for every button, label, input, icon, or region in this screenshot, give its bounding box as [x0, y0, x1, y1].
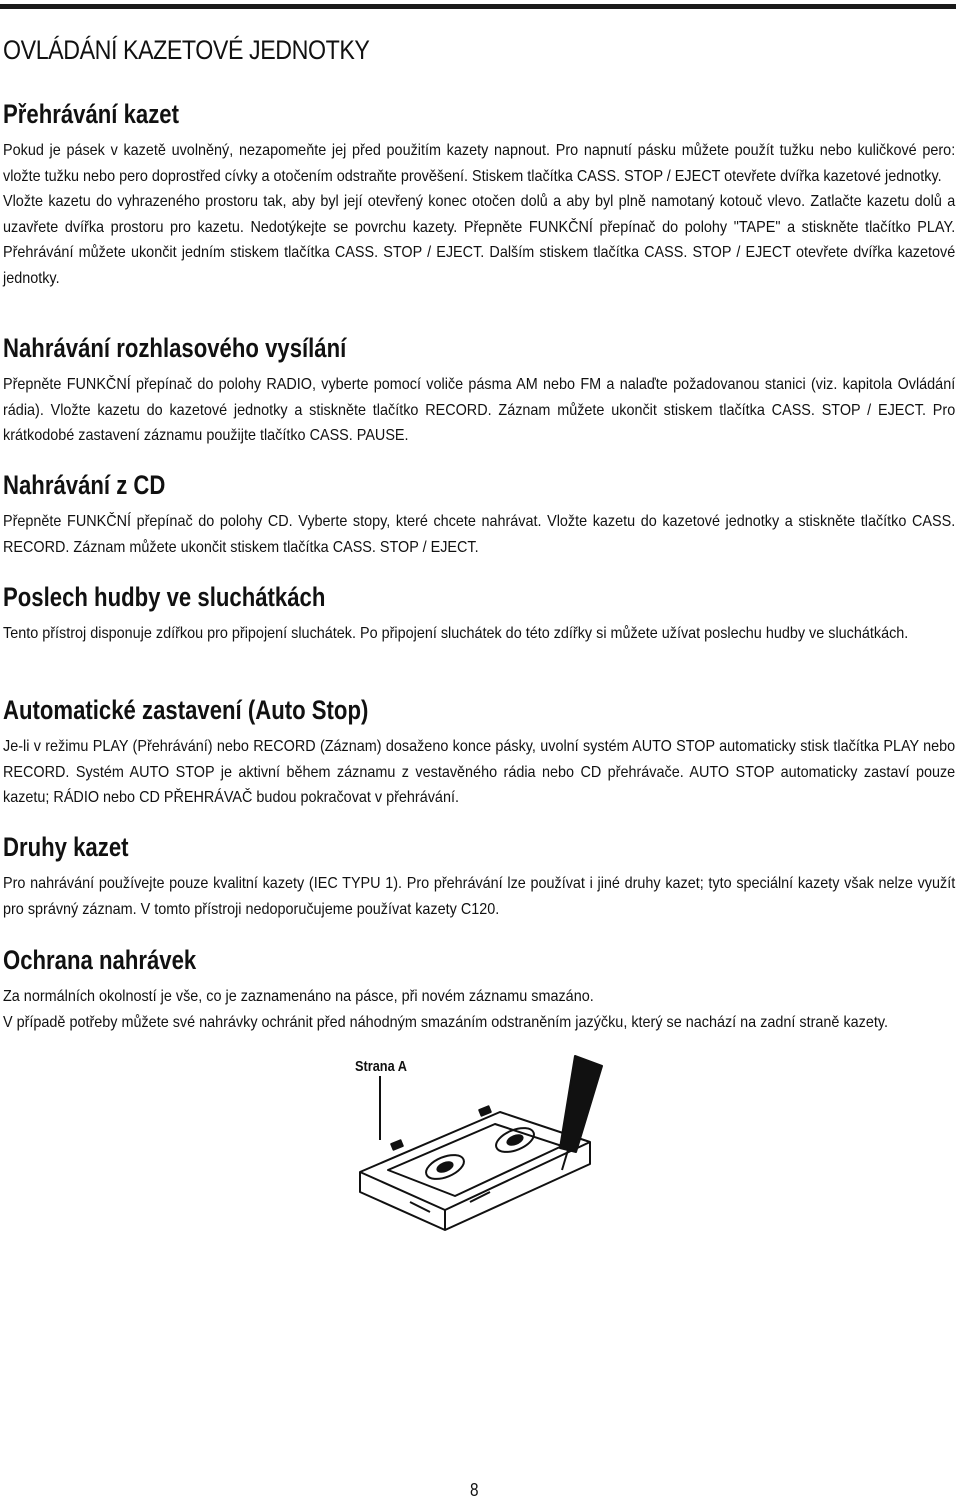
cassette-tab-removal-icon — [350, 1052, 610, 1242]
section-heading: Nahrávání rozhlasového vysílání — [3, 333, 347, 363]
illustration-label: Strana A — [355, 1058, 407, 1075]
section-paragraph: Přepněte FUNKČNÍ přepínač do polohy RADIO, vyberte pomocí voliče pásma AM nebo FM a nalaďte požadovanou stanici (viz. kapitola Ovládání rádia). Vložte kazetu do kazetové jednotky a stiskněte tlačítko RECORD. Záznam můžete ukončit stiskem tlačítka CASS. STOP / EJECT. Pro krátkodobé zastavení záznamu použijte tlačítko CASS. PAUSE. — [3, 376, 956, 444]
section-paragraph: Je-li v režimu PLAY (Přehrávání) nebo RECORD (Záznam) dosaženo konce pásky, uvolní systém AUTO STOP automaticky stisk tlačítka PLAY nebo RECORD. Systém AUTO STOP je aktivní během záznamu z vestavěného rádia nebo CD přehrávače. AUTO STOP automaticky zastaví pouze kazetu; RÁDIO nebo CD PŘEHRÁVAČ budou pokračovat v přehrávání. — [3, 738, 956, 806]
section-headphones — [3, 579, 956, 647]
section-heading: Ochrana nahrávek — [3, 945, 197, 975]
page-number: 8 — [470, 1480, 479, 1500]
section-paragraph: Pro nahrávání používejte pouze kvalitní kazety (IEC TYPU 1). Pro přehrávání lze používat i jiné druhy kazet; tyto speciální kazety však nelze využít pro správný záznam. V tomto přístroji nedoporučujeme používat kazety C120. — [3, 875, 956, 918]
document-page — [3, 28, 956, 92]
section-heading: Nahrávání z CD — [3, 470, 166, 500]
section-paragraph: Tento přístroj disponuje zdířkou pro připojení sluchátek. Po připojení sluchátek do této zdířky si můžete užívat poslechu hudby ve sluchátkách. — [3, 625, 909, 642]
page-title: OVLÁDÁNÍ KAZETOVÉ JEDNOTKY — [3, 35, 370, 65]
section-cd-recording — [3, 467, 956, 560]
section-paragraph: Za normálních okolností je vše, co je zaznamenáno na pásce, při novém záznamu smazáno. — [3, 988, 594, 1005]
section-paragraph: Vložte kazetu do vyhrazeného prostoru tak, aby byl její otevřený konec otočen dolů a aby byl plně namotaný kotouč vlevo. Zatlačte kazetu dolů a uzavřete dvířka prostoru pro kazetu. Nedotýkejte se povrchu kazety. Přepněte FUNKČNÍ přepínač do polohy "TAPE" a stiskněte tlačítko PLAY. Přehrávání můžete ukončit jedním stiskem tlačítka CASS. STOP / EJECT. Dalším stiskem tlačítka CASS. STOP / EJECT otevřete dvířka kazetové jednotky. — [3, 193, 956, 287]
section-radio-recording — [3, 330, 956, 449]
section-paragraph: V případě potřeby můžete své nahrávky ochránit před náhodným smazáním odstraněním jazýčku, který se nachází na zadní straně kazety. — [3, 1013, 888, 1031]
section-heading: Přehrávání kazet — [3, 99, 179, 129]
section-heading: Druhy kazet — [3, 832, 129, 862]
section-paragraph: Přepněte FUNKČNÍ přepínač do polohy CD. Vyberte stopy, které chcete nahrávat. Vložte kazetu do kazetové jednotky a stiskněte tlačítko CASS. RECORD. Záznam můžete ukončit stiskem tlačítka CASS. STOP / EJECT. — [3, 513, 956, 556]
section-auto-stop — [3, 692, 956, 811]
top-rule — [0, 4, 956, 9]
section-heading: Automatické zastavení (Auto Stop) — [3, 695, 369, 725]
section-paragraph: Pokud je pásek v kazetě uvolněný, nezapomeňte jej před použitím kazety napnout. Pro napnutí pásku můžete použít tužku nebo kuličkové pero: vložte tužku nebo pero doprostřed cívky a otočením odstraňte prověšení. Stiskem tlačítka CASS. STOP / EJECT otevřete dvířka kazetové jednotky. — [3, 142, 956, 185]
section-recording-protection — [3, 942, 956, 1035]
section-playback — [3, 96, 956, 291]
section-heading: Poslech hudby ve sluchátkách — [3, 582, 326, 612]
section-cassette-types — [3, 829, 956, 922]
